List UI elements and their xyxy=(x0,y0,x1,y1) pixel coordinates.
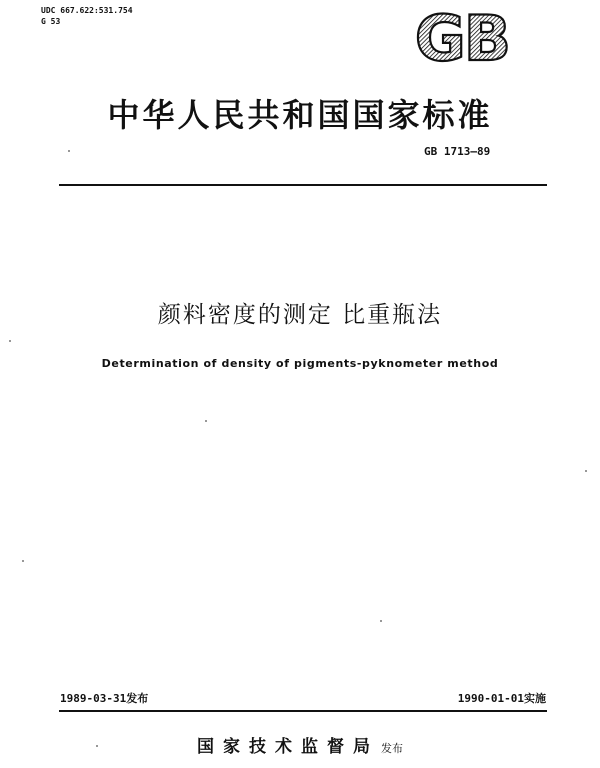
footer-divider xyxy=(59,710,547,712)
chinese-title: 颜料密度的测定 比重瓶法 xyxy=(157,302,443,328)
national-standard-title: 中华人民共和国国家标准 xyxy=(107,96,493,134)
release-date: 1989-03-31发布 xyxy=(60,692,149,705)
scan-speck xyxy=(22,560,24,562)
gb-logo xyxy=(402,8,522,66)
scan-speck xyxy=(380,620,382,622)
scan-speck xyxy=(9,340,11,342)
scan-speck xyxy=(205,420,207,422)
publisher-verb: 发布 xyxy=(381,742,403,755)
scan-speck xyxy=(585,470,587,472)
header-divider xyxy=(59,184,547,186)
publisher-line xyxy=(0,732,600,757)
scan-speck xyxy=(96,745,98,747)
gb-logo-text: GB xyxy=(414,8,510,66)
publisher-name: 国家技术监督局 xyxy=(197,737,379,757)
implementation-date: 1990-01-01实施 xyxy=(457,692,546,705)
udc-code: UDC 667.622:531.754 xyxy=(41,6,133,15)
standard-number: GB 1713—89 xyxy=(424,145,491,158)
scan-speck xyxy=(68,150,70,152)
english-title: Determination of density of pigments-pyknometer method xyxy=(101,357,499,370)
g-code: G 53 xyxy=(41,17,61,26)
